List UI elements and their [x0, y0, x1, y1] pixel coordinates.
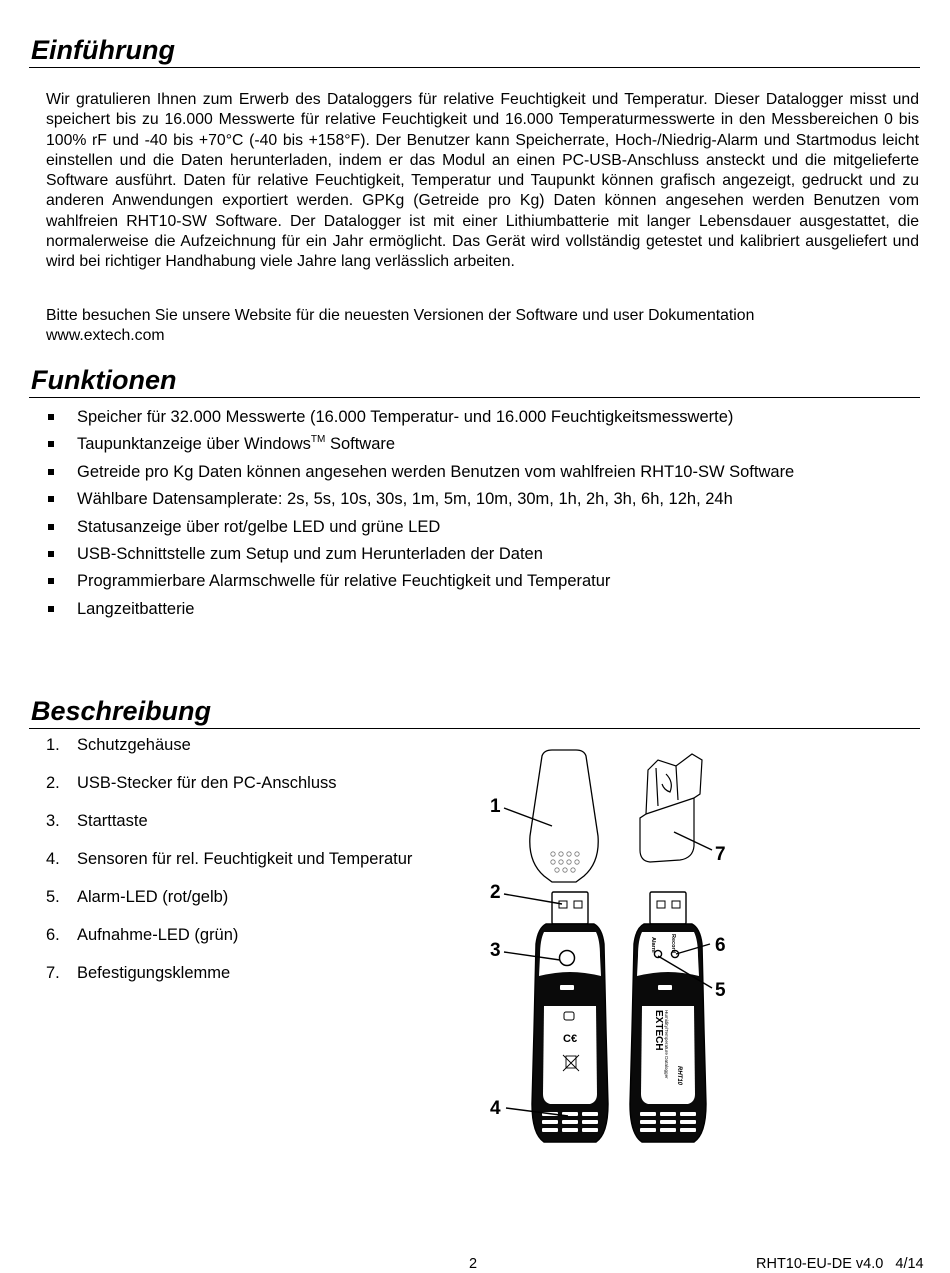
intro-paragraph: [46, 90, 919, 273]
text-line: Wir gratulieren Ihnen zum Erwerb des Dataloggers für relative Feuchtigkeit und Temperatur. Dieser Datalogger: [46, 91, 844, 108]
list-item-text: Langzeitbatterie: [77, 599, 195, 618]
section-title-funktionen: Funktionen: [31, 365, 177, 395]
bullet-icon: [48, 496, 54, 502]
model-label: RHT10: [676, 1066, 682, 1086]
datalogger-diagram: [480, 744, 750, 1154]
list-item: [46, 461, 794, 488]
list-item-text: Aufnahme-LED (grün): [77, 926, 239, 944]
features-list: [46, 406, 794, 625]
svg-text:C€: C€: [563, 1033, 578, 1045]
trademark-mark: TM: [310, 434, 326, 446]
item-number: 2.: [46, 774, 60, 792]
list-item: [46, 488, 794, 515]
item-number: 3.: [46, 812, 60, 830]
datalogger-back: [630, 892, 706, 1142]
item-number: 1.: [46, 736, 60, 754]
callout-6: 6: [715, 935, 726, 956]
list-item-text: Starttaste: [77, 812, 148, 830]
list-item: [46, 433, 794, 460]
callout-5: 5: [715, 980, 726, 1001]
bullet-icon: [48, 606, 54, 612]
text-line: Aufzeichnung für ein Jahr ermöglicht. Das Gerät wird vollständig getestet und kalibriert ausgeliefert und wird bei: [46, 233, 919, 271]
text-line: und Taupunkt können grafisch angezeigt, gedruckt und zu anderen Anwendungen exportiert werden. GPKg: [46, 172, 920, 210]
list-item-text: USB-Schnittstelle zum Setup und zum Herunterladen der Daten: [77, 544, 543, 563]
callout-4: 4: [490, 1098, 501, 1119]
alarm-led-label: Alarm: [650, 937, 656, 953]
list-item-text: Befestigungsklemme: [77, 964, 231, 982]
text-line: misst und speichert bis zu 16.000 Messwerte für relative Feuchtigkeit und 16.000 Temperaturmesswerte in den: [46, 91, 920, 129]
brand-label: EXTECH: [653, 1010, 664, 1051]
parts-list: [46, 734, 412, 1000]
text-line: PC-USB-Anschluss ansteckt und die mitgelieferte Software ausführt. Daten für relative Feuchtigkeit, Temperatur: [46, 151, 920, 190]
list-item: [46, 924, 412, 962]
text-line: Messbereichen 0 bis 100% rF und -40 bis +70°C (-40 bis +158°F). Der Benutzer kann Speicherrate,: [46, 111, 919, 149]
bullet-icon: [48, 414, 54, 420]
datalogger-front: [532, 892, 608, 1142]
bullet-icon: [48, 524, 54, 530]
list-item: [46, 886, 412, 924]
mounting-clip: [640, 754, 702, 862]
item-number: 4.: [46, 850, 60, 868]
callout-1: 1: [490, 796, 501, 817]
list-item: [46, 516, 794, 543]
callout-3: 3: [490, 940, 501, 961]
item-number: 6.: [46, 926, 60, 944]
bullet-icon: [48, 551, 54, 557]
device-subtitle-label: Humidity/Temperature Datalogger: [664, 1010, 669, 1079]
section-rule: [29, 397, 920, 398]
list-item-text: Statusanzeige über rot/gelbe LED und grüne LED: [77, 517, 441, 536]
list-item-text: Programmierbare Alarmschwelle für relative Feuchtigkeit und Temperatur: [77, 572, 611, 591]
list-item-text: Sensoren für rel. Feuchtigkeit und Temperatur: [77, 850, 413, 868]
text-line: Bitte besuchen Sie unsere Website für die neuesten Versionen der Software und user Dokumentation: [46, 307, 755, 324]
list-item: [46, 848, 412, 886]
text-line: Datalogger ist mit einer Lithiumbatterie mit langer Lebensdauer ausgestattet, die normalerweise die: [46, 212, 920, 251]
bullet-icon: [48, 469, 54, 475]
list-item: [46, 962, 412, 1000]
section-title-beschreibung: Beschreibung: [31, 696, 212, 726]
record-led-label: Record: [670, 934, 676, 953]
list-item-text: Getreide pro Kg Daten können angesehen werden Benutzen vom wahlfreien RHT10-SW Software: [77, 462, 795, 481]
list-item-text: USB-Stecker für den PC-Anschluss: [77, 774, 337, 792]
bullet-icon: [48, 441, 54, 447]
website-link[interactable]: www.extech.com: [46, 327, 165, 345]
list-item: [46, 734, 412, 772]
page-number: 2: [469, 1256, 478, 1272]
list-item: [46, 810, 412, 848]
list-item-text: Schutzgehäuse: [77, 736, 191, 754]
callout-7: 7: [715, 844, 726, 865]
list-item: [46, 406, 794, 433]
item-number: 7.: [46, 964, 60, 982]
list-item: [46, 772, 412, 810]
website-paragraph: [46, 306, 919, 347]
document-id: RHT10-EU-DE v4.0 4/14: [756, 1256, 924, 1272]
text-line: Hoch-/Niedrig-Alarm und Startmodus leicht einstellen und die Daten herunterladen, indem er das Modul an einen: [46, 131, 920, 169]
list-item: [46, 598, 794, 625]
text-line: richtiger Handhabung viele Jahre lang verlässlich arbeiten.: [104, 253, 515, 271]
section-title-einfuehrung: Einführung: [31, 35, 175, 65]
protective-cap: [530, 750, 598, 882]
callout-2: 2: [490, 882, 501, 903]
list-item-text: Wählbare Datensamplerate: 2s, 5s, 10s, 30s, 1m, 5m, 10m, 30m, 1h, 2h, 3h, 6h, 12h, 24h: [77, 490, 733, 509]
item-number: 5.: [46, 888, 60, 906]
list-item: [46, 570, 794, 597]
section-rule: [29, 67, 920, 68]
list-item-text: Software: [325, 435, 396, 454]
bullet-icon: [48, 578, 54, 584]
list-item-text: Speicher für 32.000 Messwerte (16.000 Temperatur- und 16.000 Feuchtigkeitsmesswerte): [77, 408, 734, 426]
text-line: (Getreide pro Kg) Daten können angesehen werden Benutzen vom wahlfreien RHT10-SW Software. Der: [46, 192, 919, 230]
list-item: [46, 543, 794, 570]
list-item-text: Alarm-LED (rot/gelb): [77, 888, 229, 906]
section-rule: [29, 728, 920, 729]
list-item-text: Taupunktanzeige über Windows: [77, 435, 311, 454]
